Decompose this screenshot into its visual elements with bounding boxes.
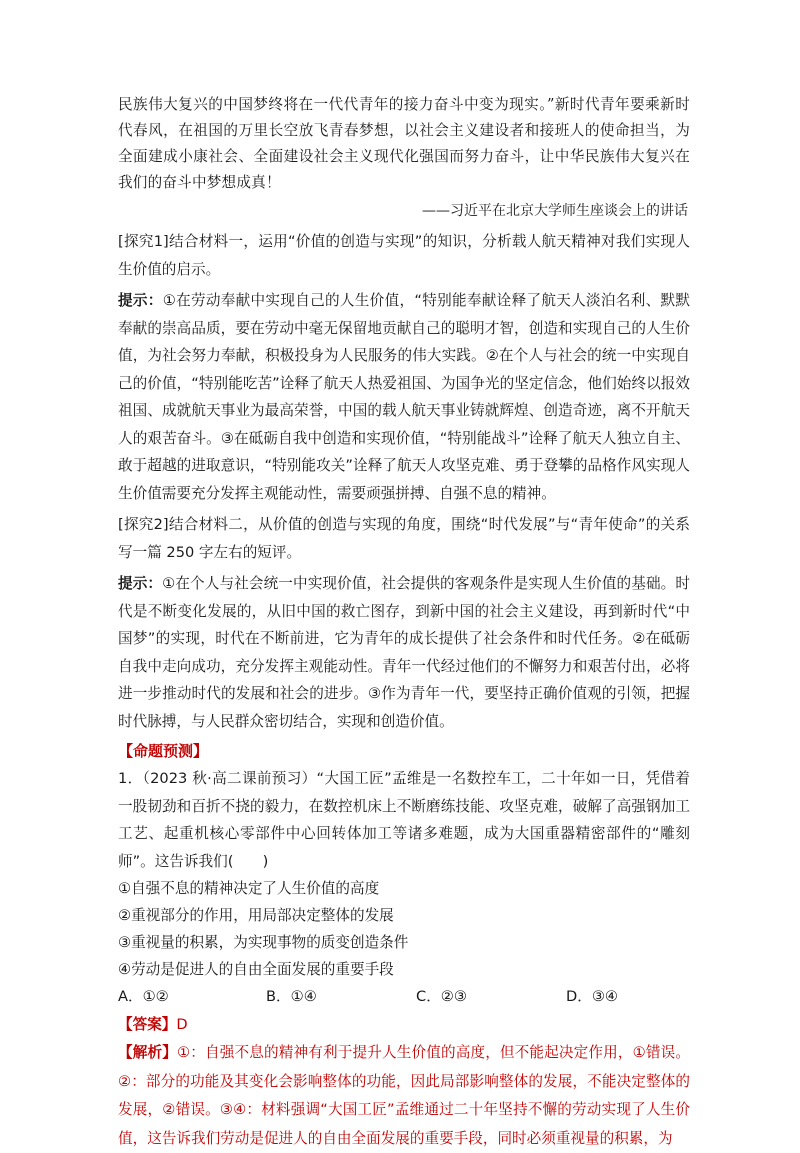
quote-text: 民族伟大复兴的中国梦终将在一代代青年的接力奋斗中变为现实。”新时代青年要乘新时代春风，在祖国的万里长空放飞青春梦想，以社会主义建设者和接班人的使命担当，为全面建成小康社会、全面建设社会主义现代化强国而努力奋斗，让中华民族伟大复兴在我们的奋斗中梦想成真！	[118, 96, 690, 191]
explore1-hint-label: 提示：	[118, 292, 163, 309]
option-d: D．③④	[566, 988, 618, 1005]
statement-2: ②重视部分的作用，用局部决定整体的发展	[118, 907, 394, 924]
explore1-hint-text: ①在劳动奉献中实现自己的人生价值，“特别能奉献诠释了航天人淡泊名利、默默奉献的崇高品质，要在劳动中毫无保留地贡献自己的聪明才智，创造和实现自己的人生价值，为社会努力奉献，积极投身为人民服务的伟大实践。②在个人与社会的统一中实现自己的价值，“特别能吃苦”诠释了航天人热爱祖国、为国争光的坚定信念，他们始终以报效祖国、成就航天事业为最高荣誉，中国的载人航天事业铸就辉煌、创造奇迹，离不开航天人的艰苦奋斗。③在砥砺自我中创造和实现价值，“特别能战斗”诠释了航天人独立自主、敢于超越的进取意识，“特别能攻关”诠释了航天人攻坚克难、勇于登攀的品格作风实现人生价值需要充分发挥主观能动性，需要顽强拼搏、自强不息的精神。	[118, 292, 690, 502]
answer-options	[118, 983, 690, 1011]
statement-3: ③重视量的积累，为实现事物的质变创造条件	[118, 934, 409, 951]
answer-value: D	[176, 1016, 188, 1033]
option-b: B．①④	[266, 988, 317, 1005]
explore2-label: [探究2]	[118, 516, 169, 533]
explore2-question-text: 结合材料二，从价值的创造与实现的角度，围绕“时代发展”与“青年使命”的关系写一篇 250 字左右的短评。	[118, 516, 690, 561]
statement-4: ④劳动是促进人的自由全面发展的重要手段	[118, 961, 394, 978]
option-a: A．①②	[118, 988, 169, 1005]
answer-label: 【答案】	[118, 1016, 177, 1033]
explore1-label: [探究1]	[118, 233, 169, 250]
explore2-hint	[118, 570, 690, 735]
explore2-hint-label: 提示：	[118, 575, 163, 592]
analysis	[118, 1039, 690, 1153]
explore1-hint	[118, 287, 690, 507]
explore1-question	[118, 228, 690, 283]
explore1-question-text: 结合材料一，运用“价值的创造与实现”的知识，分析载人航天精神对我们实现人生价值的启示。	[118, 233, 690, 278]
explore2-hint-text: ①在个人与社会统一中实现价值，社会提供的客观条件是实现人生价值的基础。时代是不断变化发展的，从旧中国的救亡图存，到新中国的社会主义建设，再到新时代“中国梦”的实现，时代在不断前进，它为青年的成长提供了社会条件和时代任务。②在砥砺自我中走向成功，充分发挥主观能动性。青年一代经过他们的不懈努力和艰苦付出，必将进一步推动时代的发展和社会的进步。③作为青年一代，要坚持正确价值观的引领，把握时代脉搏，与人民群众密切结合，实现和创造价值。	[118, 575, 690, 730]
option-c: C．②③	[416, 988, 467, 1005]
quote-source: ——习近平在北京大学师生座谈会上的讲话	[422, 203, 688, 219]
statement-1: ①自强不息的精神决定了人生价值的高度	[118, 880, 380, 897]
analysis-label: 【解析】	[118, 1044, 177, 1061]
explore2-question	[118, 511, 690, 566]
analysis-text: ①：自强不息的精神有利于提升人生价值的高度，但不能起决定作用，①错误。②：部分的功能及其变化会影响整体的功能，因此局部影响整体的发展，不能决定整体的发展，②错误。③④：材料强调“大国工匠”孟维通过二十年坚持不懈的劳动实现了人生价值，这告诉我们劳动是促进人的自由全面发展的重要手段，同时必须重视量的积累，为	[118, 1044, 690, 1147]
section-heading: 【命题预测】	[118, 742, 209, 760]
answer-line	[118, 1011, 690, 1039]
question1-stem: 1．（2023 秋·高二课前预习）“大国工匠”孟维是一名数控车工，二十年如一日，凭借着一股韧劲和百折不挠的毅力，在数控机床上不断磨练技能、攻坚克难，破解了高强钢加工工艺、起重机核心零部件中心回转体加工等诸多难题，成为大国重器精密部件的“雕刻师”。这告诉我们( )	[118, 770, 690, 870]
